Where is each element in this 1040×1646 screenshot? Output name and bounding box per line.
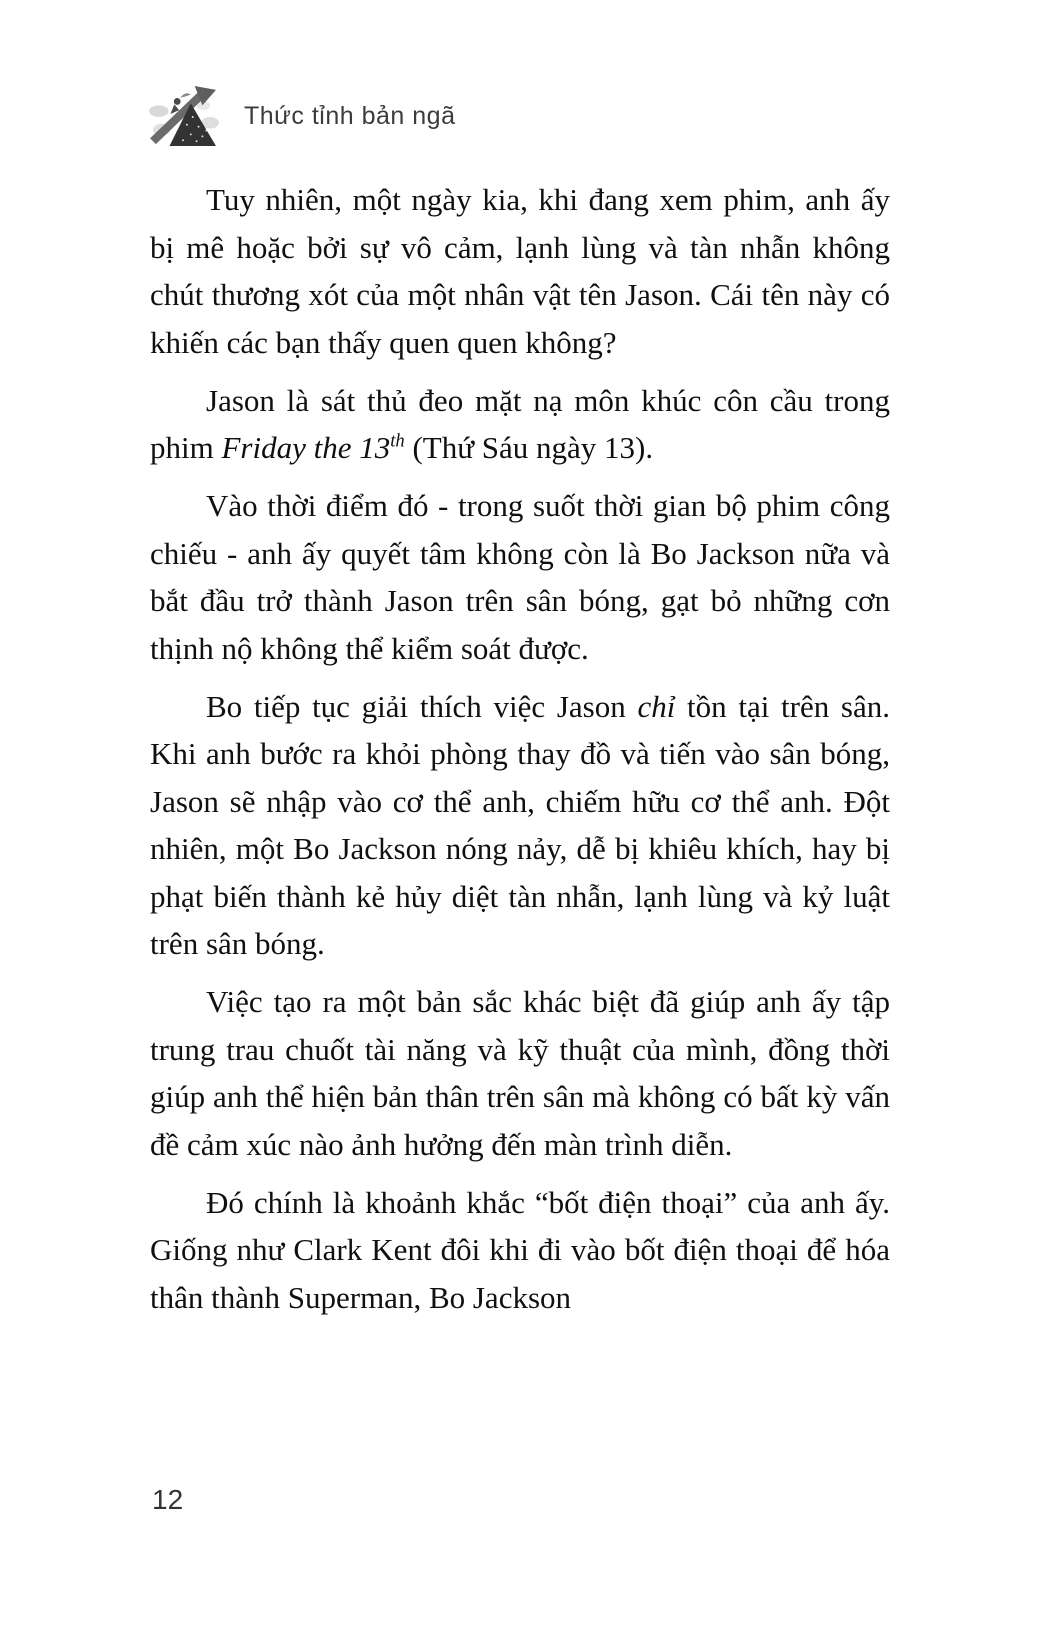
text-run: Vào thời điểm đó - trong suốt thời gian bộ phim công chiếu - anh ấy quyết tâm không còn là Bo Jackson nữa và bắt đầu trở thành Jason trên sân bóng, gạt bỏ những cơn thịnh nộ không thể kiểm soát được. xyxy=(150,488,890,666)
paragraph xyxy=(150,377,890,472)
text-run: (Thứ Sáu ngày 13). xyxy=(404,430,654,465)
text-run: Friday the 13 xyxy=(221,430,391,465)
paragraph xyxy=(150,482,890,672)
body-text xyxy=(150,176,890,1332)
text-run: Đó chính là khoảnh khắc “bốt điện thoại” của anh ấy. Giống như Clark Kent đôi khi đi vào bốt điện thoại để hóa thân thành Superman, Bo Jackson xyxy=(150,1184,890,1315)
text-run: th xyxy=(390,430,405,452)
mountain-climber-logo-icon xyxy=(148,84,220,148)
page-number: 12 xyxy=(152,1484,184,1515)
text-run: chỉ xyxy=(637,688,676,724)
running-head-title: Thức tỉnh bản ngã xyxy=(244,101,456,130)
text-run: Jason là sát thủ đeo mặt nạ môn khúc côn cầu trong phim xyxy=(150,382,890,465)
paragraph xyxy=(150,176,890,366)
text-run: tồn tại trên sân. Khi anh bước ra khỏi phòng thay đồ và tiến vào sân bóng, Jason sẽ nhập vào cơ thể anh, chiếm hữu cơ thể anh. Đột nhiên, một Bo Jackson nóng nảy, dễ bị khiêu khích, hay bị phạt biến thành kẻ hủy diệt tàn nhẫn, lạnh lùng và kỷ luật trên sân bóng. xyxy=(150,688,890,961)
paragraph xyxy=(150,1179,890,1322)
text-run: Bo tiếp tục giải thích việc Jason xyxy=(206,688,638,724)
page-header xyxy=(148,84,455,148)
paragraph xyxy=(150,683,890,968)
text-run: Việc tạo ra một bản sắc khác biệt đã giúp anh ấy tập trung trau chuốt tài năng và kỹ thuật của mình, đồng thời giúp anh thể hiện bản thân trên sân mà không có bất kỳ vấn đề cảm xúc nào ảnh hưởng đến màn trình diễn. xyxy=(150,984,890,1162)
text-run: Tuy nhiên, một ngày kia, khi đang xem phim, anh ấy bị mê hoặc bởi sự vô cảm, lạnh lùng và tàn nhẫn không chút thương xót của một nhân vật tên Jason. Cái tên này có khiến các bạn thấy quen quen không? xyxy=(150,182,890,360)
paragraph xyxy=(150,978,890,1168)
